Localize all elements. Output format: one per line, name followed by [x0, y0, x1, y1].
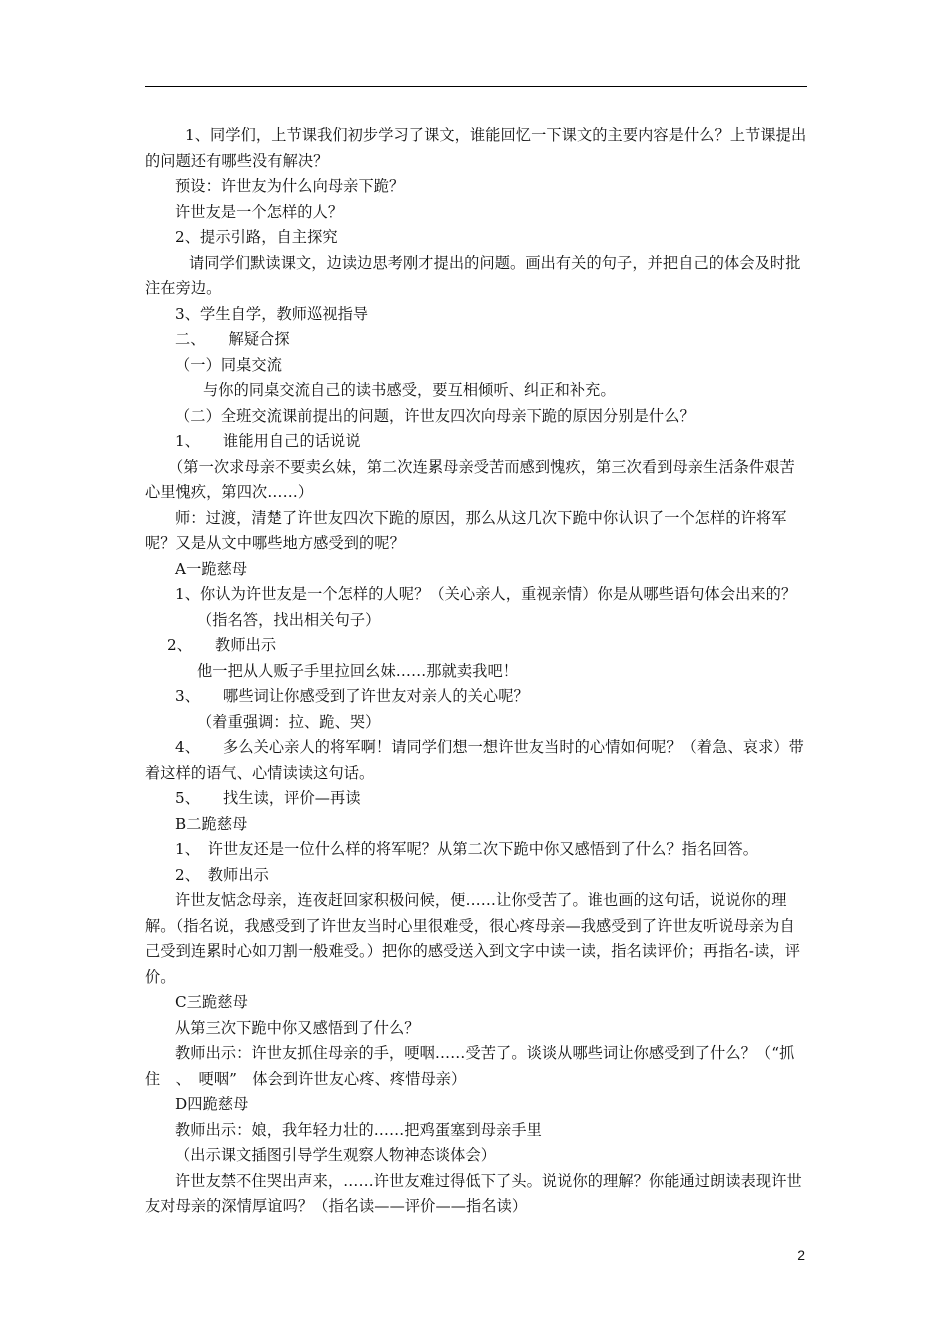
paragraph: 1、 许世友还是一位什么样的将军呢？从第二次下跪中你又感悟到了什么？指名回答。 — [175, 840, 759, 858]
paragraph: 5、 找生读，评价—再读 — [175, 789, 361, 807]
paragraph: 2、 教师出示 — [175, 865, 269, 884]
paragraph: （着重强调：拉、跪、哭） — [197, 712, 381, 731]
paragraph: 二、 解疑合探 — [175, 330, 290, 348]
paragraph: （二）全班交流课前提出的问题，许世友四次向母亲下跪的原因分别是什么？ — [175, 406, 695, 425]
paragraph: 教师出示：娘，我年轻力壮的……把鸡蛋塞到母亲手里 — [175, 1120, 542, 1139]
paragraph: 与你的同桌交流自己的读书感受，要互相倾听、纠正和补充。 — [203, 381, 616, 399]
document-body — [145, 123, 807, 1220]
paragraph: （第一次求母亲不要卖幺妹，第二次连累母亲受苦而感到愧疚，第三次看到母亲生活条件艰苦心里愧疚，第四次……） — [145, 457, 795, 501]
paragraph: 师：过渡，清楚了许世友四次下跪的原因，那么从这几次下跪中你认识了一个怎样的许将军呢？又是从文中哪些地方感受到的呢？ — [145, 508, 787, 552]
paragraph: C三跪慈母 — [175, 993, 248, 1011]
paragraph: 许世友惦念母亲，连夜赶回家积极问候，便……让你受苦了。谁也画的这句话，说说你的理解。（指名说，我感受到了许世友当时心里很难受，很心疼母亲—我感受到了许世友听说母亲为自己受到连累时心如刀割一般难受。）把你的感受送入到文字中读一读，指名读评价；再指名-读，评价。 — [145, 891, 800, 986]
paragraph: D四跪慈母 — [175, 1095, 249, 1113]
paragraph: 2、提示引路，自主探究 — [175, 228, 338, 246]
paragraph: 许世友禁不住哭出声来，……许世友难过得低下了头。说说你的理解？你能通过朗读表现许世友对母亲的深情厚谊吗？（指名读——评价——指名读） — [145, 1171, 802, 1215]
paragraph: 4、 多么关心亲人的将军啊！请同学们想一想许世友当时的心情如何呢？（着急、哀求）带着这样的语气、心情读读这句话。 — [145, 738, 804, 782]
paragraph: 2、 教师出示 — [167, 636, 277, 654]
paragraph: 从第三次下跪中你又感悟到了什么？ — [175, 1018, 420, 1037]
header-rule — [145, 86, 807, 87]
paragraph: 预设：许世友为什么向母亲下跪？ — [175, 177, 405, 195]
paragraph: 他一把从人贩子手里拉回幺妹……那就卖我吧！ — [197, 661, 519, 680]
paragraph: 1、同学们，上节课我们初步学习了课文，谁能回忆一下课文的主要内容是什么？上节课提出的问题还有哪些没有解决？ — [145, 126, 807, 170]
paragraph: 许世友是一个怎样的人？ — [175, 202, 344, 221]
page-number: 2 — [797, 1247, 805, 1263]
paragraph: A一跪慈母 — [175, 559, 248, 578]
paragraph: 请同学们默读课文，边读边思考刚才提出的问题。画出有关的句子，并把自己的体会及时批注在旁边。 — [145, 253, 801, 297]
paragraph: 3、学生自学，教师巡视指导 — [175, 304, 369, 323]
paragraph: 1、你认为许世友是一个怎样的人呢？（关心亲人，重视亲情）你是从哪些语句体会出来的？ — [175, 585, 797, 603]
paragraph: 1、 谁能用自己的话说说 — [175, 432, 361, 450]
paragraph: B二跪慈母 — [175, 814, 248, 833]
paragraph: 教师出示：许世友抓住母亲的手，哽咽……受苦了。谈谈从哪些词让你感受到了什么？（“抓住 、 哽咽” 体会到许世友心疼、疼惜母亲） — [145, 1044, 795, 1088]
paragraph: 3、 哪些词让你感受到了许世友对亲人的关心呢？ — [175, 687, 529, 705]
paragraph: （指名答，找出相关句子） — [197, 610, 381, 629]
paragraph: （一）同桌交流 — [175, 355, 283, 374]
paragraph: （出示课文插图引导学生观察人物神态谈体会） — [175, 1146, 497, 1164]
